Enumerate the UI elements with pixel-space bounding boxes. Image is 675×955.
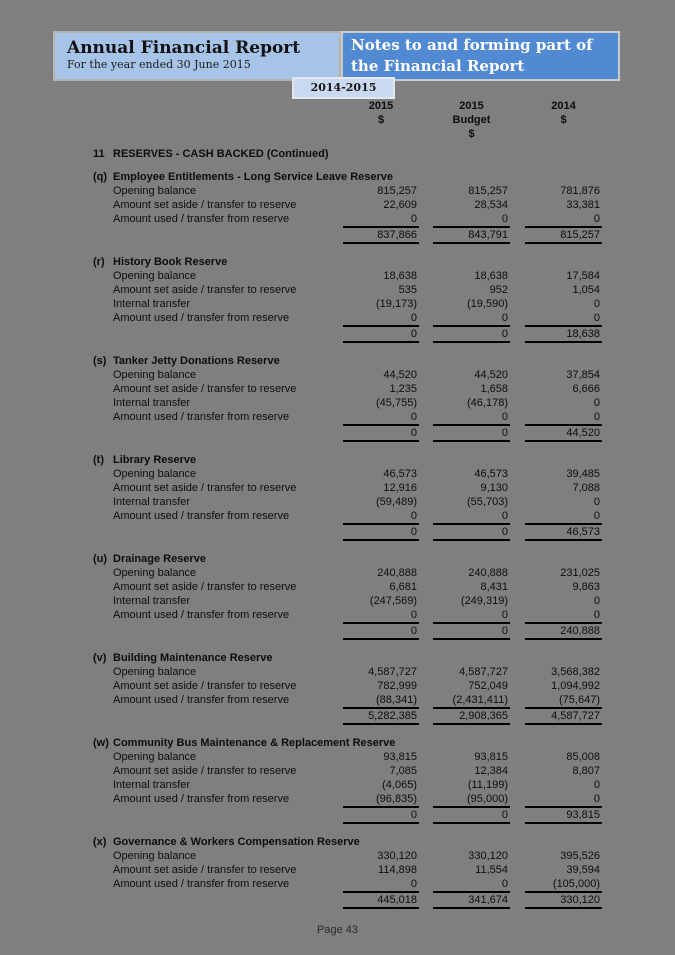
table-row [93,679,602,693]
cell-2015: 18,638 [383,270,417,282]
row-label: Amount used / transfer from reserve [113,878,290,890]
row-label: Amount set aside / transfer to reserve [113,284,297,296]
total-row [93,424,602,442]
row-label: Internal transfer [113,595,191,607]
reserve-section [93,835,602,909]
reserve-section [93,736,602,824]
cell-2014: 330,120 [525,891,602,909]
cell-2015-budget: 330,120 [468,850,508,862]
row-label [93,424,343,442]
section-heading [93,170,602,184]
cell-2015: (19,173) [376,298,417,310]
cell-2014: 39,594 [566,864,600,876]
row-label: Amount used / transfer from reserve [113,609,290,621]
cell-2015-budget: 752,049 [468,680,508,692]
cell-2015-budget: 0 [501,312,508,324]
note-title: RESERVES - CASH BACKED (Continued) [113,148,329,160]
column-header-2014 [525,99,602,127]
cell-2014: 0 [593,510,600,522]
cell-2015-budget: 28,534 [474,199,508,211]
row-label: Internal transfer [113,397,191,409]
column-header-line: $ [560,114,567,126]
cell-2015: (96,835) [376,793,417,805]
table-row [93,396,602,410]
cell-2014: 33,381 [566,199,600,211]
cell-2015: 6,681 [389,581,417,593]
cell-2015-budget: 11,554 [475,864,508,876]
cell-2014: 0 [593,397,600,409]
table-row [93,368,602,382]
cell-2014: 0 [593,779,600,791]
cell-2014: 39,485 [566,468,600,480]
cell-2015: 445,018 [343,891,419,909]
notes-title: Notes to and forming part of the Financial Report [351,36,593,75]
cell-2015-budget: 0 [433,806,510,824]
cell-2015: 44,520 [383,369,417,381]
cell-2015: 46,573 [383,468,417,480]
year-tab[interactable]: 2014-2015 [292,77,395,99]
row-label [93,806,343,824]
cell-2015: 0 [410,213,417,225]
cell-2015: 0 [410,312,417,324]
cell-2015-budget: 44,520 [474,369,508,381]
reserve-section [93,255,602,343]
row-label: Amount set aside / transfer to reserve [113,383,297,395]
table-row [93,792,602,806]
column-header-line: Budget [452,114,491,126]
row-label: Opening balance [113,567,197,579]
section-heading [93,651,602,665]
cell-2014: 18,638 [525,325,602,343]
table-row [93,467,602,481]
total-row [93,806,602,824]
section-marker: (x) [93,836,107,848]
cell-2014: 7,088 [572,482,600,494]
cell-2014: 93,815 [525,806,602,824]
cell-2014: 0 [593,793,600,805]
cell-2015-budget: 0 [501,510,508,522]
cell-2014: 0 [593,595,600,607]
section-title: Library Reserve [113,454,197,466]
cell-2015-budget: 0 [501,411,508,423]
cell-2015-budget: 4,587,727 [459,666,508,678]
table-row [93,283,602,297]
cell-2014: 240,888 [525,622,602,640]
row-label: Opening balance [113,270,197,282]
cell-2015: 114,898 [378,864,417,876]
note-heading [93,147,329,161]
cell-2014: 4,587,727 [525,707,602,725]
cell-2015-budget: (249,319) [460,595,508,607]
row-label [93,523,343,541]
page-number: Page 43 [317,924,358,936]
cell-2015: 0 [410,609,417,621]
row-label: Opening balance [113,369,197,381]
table-row [93,665,602,679]
table-row [93,566,602,580]
cell-2015-budget: (95,000) [467,793,508,805]
table-row [93,212,602,226]
reserve-section [93,453,602,541]
row-label: Internal transfer [113,496,191,508]
table-row [93,481,602,495]
total-row [93,891,602,909]
reserves-table [93,170,602,920]
report-title-box [53,31,341,81]
section-title: History Book Reserve [113,256,228,268]
section-title: Building Maintenance Reserve [113,652,273,664]
cell-2015: (59,489) [376,496,417,508]
row-label [93,622,343,640]
cell-2015: 0 [343,523,419,541]
section-heading [93,835,602,849]
cell-2015: 815,257 [377,185,417,197]
reserve-section [93,651,602,725]
cell-2014: 8,807 [572,765,600,777]
row-label: Amount used / transfer from reserve [113,793,290,805]
column-header-line: $ [377,114,385,126]
table-row [93,849,602,863]
cell-2015: (247,569) [369,595,417,607]
column-header-2015 [343,99,419,127]
row-label: Opening balance [113,185,197,197]
cell-2015-budget: 952 [489,284,508,296]
row-label: Amount set aside / transfer to reserve [113,581,297,593]
cell-2014: 0 [593,298,600,310]
row-label: Amount used / transfer from reserve [113,312,290,324]
table-row [93,269,602,283]
section-marker: (v) [93,652,107,664]
row-label: Opening balance [113,468,197,480]
section-marker: (r) [93,256,105,268]
cell-2014: (75,647) [559,694,600,706]
row-label [93,707,343,725]
row-label: Amount used / transfer from reserve [113,411,290,423]
cell-2015-budget: 0 [433,523,510,541]
cell-2014: 3,568,382 [551,666,600,678]
cell-2014: 0 [593,312,600,324]
cell-2015: 782,999 [377,680,417,692]
cell-2015-budget: 18,638 [474,270,508,282]
reserve-section [93,354,602,442]
reserve-section [93,552,602,640]
cell-2015: 0 [410,510,417,522]
section-title: Employee Entitlements - Long Service Leave Reserve [113,171,394,183]
cell-2015-budget: 0 [501,878,508,890]
row-label: Opening balance [113,850,197,862]
row-label [93,226,343,244]
table-row [93,297,602,311]
table-row [93,750,602,764]
cell-2015-budget: (55,703) [467,496,508,508]
section-marker: (u) [93,553,108,565]
section-heading [93,552,602,566]
section-title: Governance & Workers Compensation Reserve [113,836,360,848]
table-row [93,863,602,877]
cell-2015-budget: 815,257 [468,185,508,197]
row-label: Amount set aside / transfer to reserve [113,482,297,494]
cell-2014: 1,094,992 [551,680,600,692]
cell-2015: 22,609 [383,199,417,211]
cell-2015: 7,085 [389,765,417,777]
cell-2015: 12,916 [383,482,417,494]
column-header-line: $ [468,128,475,140]
section-marker: (q) [93,171,108,183]
cell-2015-budget: 1,658 [480,383,508,395]
cell-2015: 330,120 [377,850,417,862]
cell-2014: 781,876 [560,185,600,197]
cell-2015-budget: (19,590) [467,298,508,310]
section-heading [93,453,602,467]
report-title: Annual Financial Report [67,38,301,58]
cell-2014: 37,854 [566,369,600,381]
cell-2015: 240,888 [377,567,417,579]
table-row [93,495,602,509]
cell-2015-budget: 46,573 [474,468,508,480]
notes-title-box [341,31,620,81]
table-row [93,764,602,778]
cell-2015: 93,815 [383,751,417,763]
section-title: Drainage Reserve [113,553,206,565]
cell-2014: (105,000) [552,878,600,890]
row-label: Internal transfer [113,298,191,310]
cell-2015-budget: (2,431,411) [452,694,508,706]
table-row [93,509,602,523]
cell-2014: 9,863 [572,581,600,593]
cell-2015-budget: 2,908,365 [433,707,510,725]
cell-2015-budget: 12,384 [474,765,508,777]
cell-2015: 0 [343,622,419,640]
total-row [93,523,602,541]
section-marker: (s) [93,355,107,367]
cell-2015: 0 [410,878,417,890]
cell-2015: 0 [343,806,419,824]
table-row [93,778,602,792]
row-label: Amount used / transfer from reserve [113,213,290,225]
cell-2014: 0 [593,411,600,423]
row-label: Amount used / transfer from reserve [113,694,290,706]
cell-2015: 5,282,385 [343,707,419,725]
cell-2015: 0 [343,424,419,442]
row-label: Opening balance [113,751,197,763]
cell-2015-budget: (11,199) [467,779,508,791]
note-number: 11 [93,148,105,160]
cell-2015-budget: 341,674 [433,891,510,909]
cell-2015-budget: 0 [433,325,510,343]
cell-2014: 46,573 [525,523,602,541]
cell-2015-budget: 8,431 [480,581,508,593]
section-title: Community Bus Maintenance & Replacement Reserve [113,737,396,749]
cell-2015-budget: 93,815 [474,751,508,763]
cell-2014: 6,666 [572,383,600,395]
row-label: Internal transfer [113,779,191,791]
cell-2015-budget: 0 [501,609,508,621]
section-title: Tanker Jetty Donations Reserve [113,355,280,367]
table-row [93,594,602,608]
cell-2015: 535 [398,284,417,296]
row-label [93,891,343,909]
row-label: Amount used / transfer from reserve [113,510,290,522]
cell-2015-budget: 240,888 [468,567,508,579]
cell-2014: 815,257 [525,226,602,244]
table-row [93,198,602,212]
cell-2014: 44,520 [525,424,602,442]
section-heading [93,354,602,368]
row-label: Amount set aside / transfer to reserve [113,864,297,876]
table-row [93,184,602,198]
cell-2015-budget: 0 [433,622,510,640]
table-row [93,693,602,707]
table-row [93,580,602,594]
column-header-line: 2014 [551,100,576,112]
row-label: Opening balance [113,666,197,678]
cell-2014: 0 [593,609,600,621]
column-header-line: 2015 [459,100,484,112]
total-row [93,325,602,343]
section-marker: (t) [93,454,104,466]
cell-2015: 4,587,727 [368,666,417,678]
row-label [93,325,343,343]
cell-2014: 0 [593,496,600,508]
cell-2015: 0 [343,325,419,343]
row-label: Amount set aside / transfer to reserve [113,199,297,211]
cell-2015: 1,235 [389,383,417,395]
reserve-section [93,170,602,244]
table-row [93,311,602,325]
total-row [93,622,602,640]
cell-2015: 0 [410,411,417,423]
cell-2015: (45,755) [376,397,417,409]
cell-2014: 1,054 [572,284,600,296]
table-row [93,382,602,396]
cell-2015-budget: 9,130 [480,482,508,494]
cell-2014: 17,584 [566,270,600,282]
cell-2015-budget: 843,791 [433,226,510,244]
section-heading [93,736,602,750]
total-row [93,707,602,725]
cell-2015-budget: 0 [501,213,508,225]
row-label: Amount set aside / transfer to reserve [113,680,297,692]
cell-2014: 0 [593,213,600,225]
cell-2015: (4,065) [382,779,417,791]
column-header-line: 2015 [368,100,394,112]
cell-2014: 395,526 [560,850,600,862]
row-label: Amount set aside / transfer to reserve [113,765,297,777]
table-row [93,410,602,424]
table-row [93,608,602,622]
cell-2014: 85,008 [566,751,600,763]
cell-2015: (88,341) [376,694,417,706]
cell-2015-budget: 0 [433,424,510,442]
cell-2015-budget: (46,178) [467,397,508,409]
report-subtitle: For the year ended 30 June 2015 [67,58,251,71]
cell-2014: 231,025 [560,567,600,579]
table-row [93,877,602,891]
cell-2015: 837,866 [343,226,419,244]
column-header-2015-budget [433,99,510,141]
total-row [93,226,602,244]
section-marker: (w) [93,737,109,749]
section-heading [93,255,602,269]
